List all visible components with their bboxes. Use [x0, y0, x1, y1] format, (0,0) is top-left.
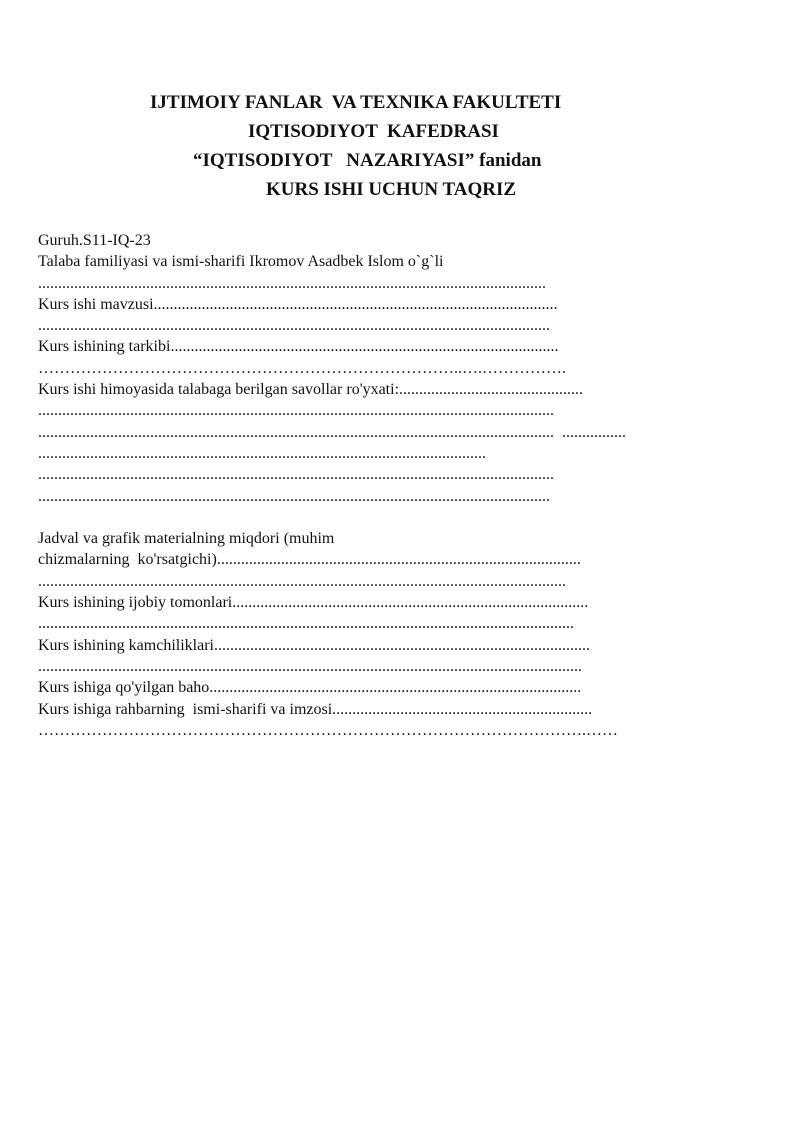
- review-form: [38, 230, 758, 741]
- structure-dotted-line: ……………………………………………………………………..….…………….: [38, 359, 566, 377]
- positives-dotted-line: ......................................................................................................................................: [38, 615, 574, 633]
- supervisor-dotted-line: ………………………………………………………………………………………….……: [38, 721, 618, 739]
- document-header: [0, 88, 800, 204]
- questions-dotted-line: ................................................................................................................................: [38, 487, 550, 505]
- student-name-field: Talaba familiyasi va ismi-sharifi Ikromov Asadbek Islom o`g`li: [38, 253, 444, 271]
- subject-heading: “IQTISODIYOT NAZARIYASI” fanidan: [193, 150, 542, 171]
- shortcomings-field: Kurs ishining kamchiliklari..............................................................................................: [38, 636, 590, 654]
- questions-field: Kurs ishi himoyasida talabaga berilgan savollar ro'yxati:..............................................: [38, 381, 584, 399]
- topic-field: Kurs ishi mavzusi.....................................................................................................: [38, 295, 558, 313]
- department-heading: IQTISODIYOT KAFEDRASI: [248, 121, 499, 142]
- questions-dotted-line: .................................................................................................................................: [38, 402, 554, 420]
- questions-dotted-line: ................................................................................................................: [38, 444, 486, 462]
- group-field: Guruh.S11-IQ-23: [38, 232, 151, 249]
- tables-field-line-2: chizmalarning ko'rsatgichi)...........................................................................................: [38, 551, 581, 569]
- questions-dotted-line: ................................................................................................................................. ................: [38, 423, 626, 441]
- student-name-dotted-line: ...............................................................................................................................: [38, 274, 546, 292]
- questions-dotted-line: .................................................................................................................................: [38, 466, 554, 484]
- topic-dotted-line: ................................................................................................................................: [38, 317, 550, 335]
- shortcomings-dotted-line: ........................................................................................................................................: [38, 657, 582, 675]
- tables-dotted-line: ....................................................................................................................................: [38, 572, 566, 590]
- structure-field: Kurs ishining tarkibi.................................................................................................: [38, 338, 559, 356]
- faculty-heading: IJTIMOIY FANLAR VA TEXNIKA FAKULTETI: [150, 92, 562, 113]
- supervisor-field: Kurs ishiga rahbarning ismi-sharifi va imzosi.................................................................: [38, 700, 593, 718]
- tables-field-line-1: Jadval va grafik materialning miqdori (muhim: [38, 530, 335, 548]
- spacer: [38, 507, 758, 528]
- positives-field: Kurs ishining ijobiy tomonlari.........................................................................................: [38, 594, 589, 612]
- grade-field: Kurs ishiga qo'yilgan baho.............................................................................................: [38, 679, 582, 697]
- document-title: KURS ISHI UCHUN TAQRIZ: [266, 179, 517, 200]
